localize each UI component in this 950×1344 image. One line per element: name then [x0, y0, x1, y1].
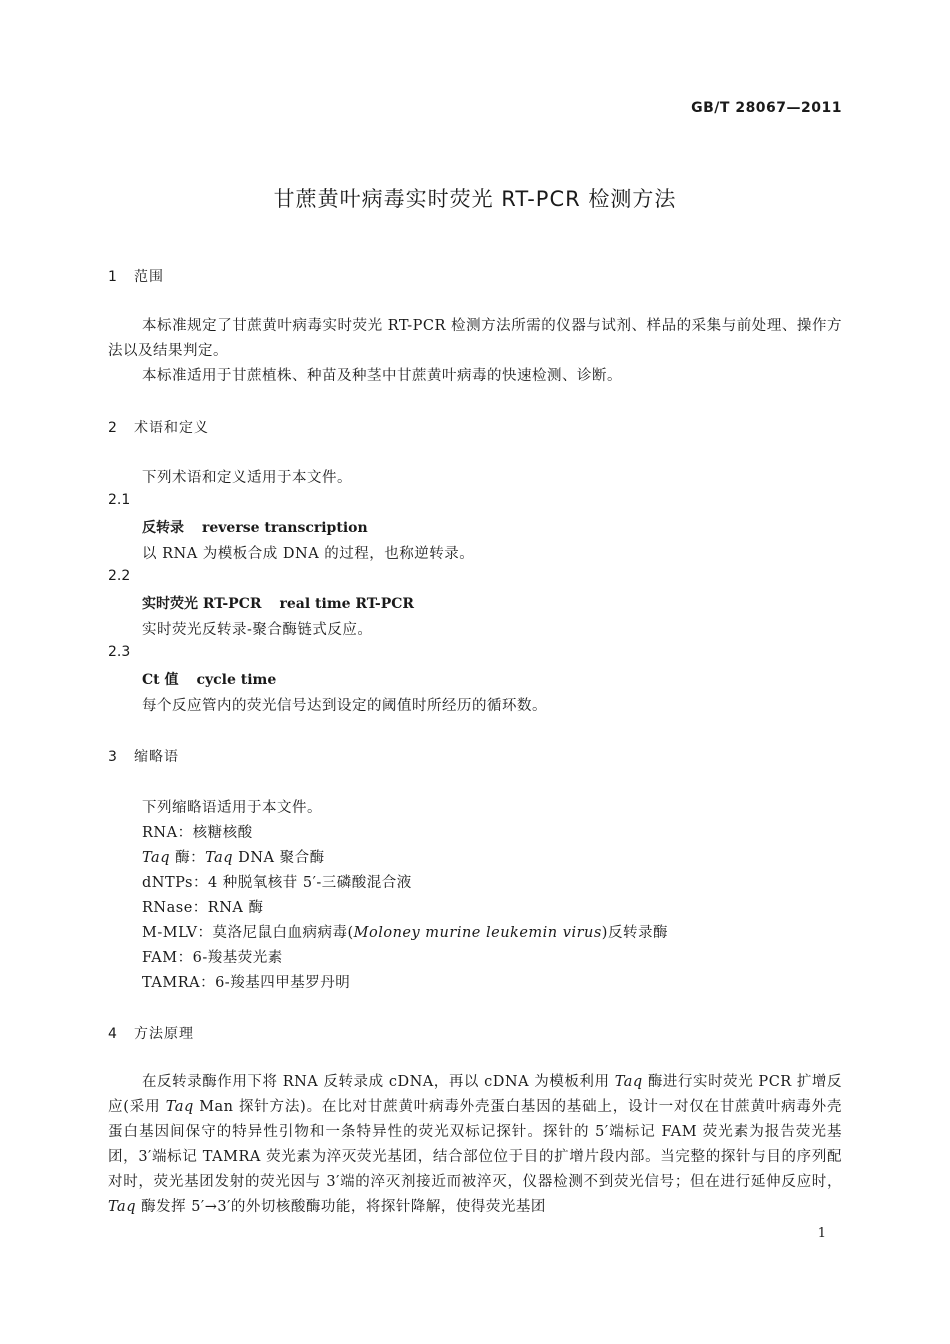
italic-text: Taq — [108, 1199, 136, 1215]
term-number: 2.1 — [108, 492, 131, 508]
abbreviation-taq — [142, 846, 325, 867]
text: M-MLV：莫洛尼鼠白血病病毒( — [142, 925, 354, 941]
term-title — [142, 593, 414, 613]
section-2-heading — [108, 417, 209, 437]
section-1-heading — [108, 266, 164, 286]
section-title: 术语和定义 — [134, 420, 209, 436]
abbreviation-rna: RNA：核糖核酸 — [142, 825, 253, 841]
text: )反转录酶 — [601, 925, 668, 941]
section-number: 3 — [108, 749, 118, 765]
abbreviation-rnase: RNase：RNA 酶 — [142, 900, 264, 916]
italic-text: Taq — [165, 1099, 194, 1115]
section-3-intro: 下列缩略语适用于本文件。 — [142, 800, 322, 816]
italic-text: Taq — [205, 850, 234, 866]
section-title: 缩略语 — [134, 749, 179, 765]
section-4-paragraph — [108, 1070, 842, 1220]
document-title: 甘蔗黄叶病毒实时荧光 RT-PCR 检测方法 — [273, 187, 677, 211]
text: 在反转录酶作用下将 RNA 反转录成 cDNA，再以 cDNA 为模板利用 — [142, 1074, 615, 1090]
abbreviation-tamra: TAMRA：6-羧基四甲基罗丹明 — [142, 975, 351, 991]
term-title — [142, 517, 368, 537]
term-en: cycle time — [196, 672, 277, 688]
italic-text: Moloney murine leukemin virus — [353, 925, 602, 941]
section-number: 2 — [108, 420, 118, 436]
abbreviation-dntps: dNTPs：4 种脱氧核苷 5′-三磷酸混合液 — [142, 875, 412, 891]
section-title: 范围 — [134, 269, 164, 285]
term-en: real time RT-PCR — [279, 596, 415, 612]
term-definition: 以 RNA 为模板合成 DNA 的过程，也称逆转录。 — [142, 546, 475, 562]
text: 酶： — [169, 850, 206, 866]
section-1-paragraph-1: 本标准规定了甘蔗黄叶病毒实时荧光 RT-PCR 检测方法所需的仪器与试剂、样品的采集与前处理、操作方法以及结果判定。 — [108, 318, 842, 359]
section-title: 方法原理 — [134, 1026, 194, 1042]
term-definition: 每个反应管内的荧光信号达到设定的阈值时所经历的循环数。 — [142, 698, 547, 714]
term-cn: 实时荧光 RT-PCR — [142, 596, 262, 612]
term-definition: 实时荧光反转录-聚合酶链式反应。 — [142, 622, 373, 638]
section-2-intro: 下列术语和定义适用于本文件。 — [142, 470, 352, 486]
italic-text: Taq — [614, 1074, 643, 1090]
term-cn: Ct 值 — [142, 672, 179, 688]
abbreviation-mmlv — [142, 921, 668, 942]
text: DNA 聚合酶 — [233, 850, 325, 866]
page-number: 1 — [817, 1226, 826, 1241]
text: Man 探针方法)。在比对甘蔗黄叶病毒外壳蛋白基因的基础上，设计一对仅在甘蔗黄叶病毒外壳蛋白基因间保守的特异性引物和一条特异性的荧光双标记探针。探针的 5′端标记 FAM 荧光素为报告荧光基团，3′端标记 TAMRA 荧光素为淬灭荧光基团，结合部位位于目的扩增片段内部。当完整的探针与目的序列配对时，荧光基团发射的荧光因与 3′端的淬灭剂接近而被淬灭，仪器检测不到荧光信号；但在进行延伸反应时， — [108, 1099, 842, 1190]
section-4-heading — [108, 1023, 194, 1043]
abbreviation-fam: FAM：6-羧基荧光素 — [142, 950, 283, 966]
term-number: 2.3 — [108, 644, 131, 660]
section-1-paragraph-2: 本标准适用于甘蔗植株、种苗及种茎中甘蔗黄叶病毒的快速检测、诊断。 — [142, 368, 622, 384]
section-number: 1 — [108, 269, 118, 285]
term-number: 2.2 — [108, 568, 131, 584]
italic-text: Taq — [142, 850, 170, 866]
term-title — [142, 669, 276, 689]
standard-number: GB/T 28067—2011 — [691, 100, 842, 116]
term-en: reverse transcription — [202, 520, 368, 536]
term-cn: 反转录 — [142, 520, 184, 536]
text: 酶发挥 5′→3′的外切核酸酶功能，将探针降解，使得荧光基团 — [135, 1199, 546, 1215]
text: 酶进行实时荧光 PCR 扩增反应(采用 — [108, 1074, 842, 1115]
section-3-heading — [108, 746, 179, 766]
section-number: 4 — [108, 1026, 118, 1042]
